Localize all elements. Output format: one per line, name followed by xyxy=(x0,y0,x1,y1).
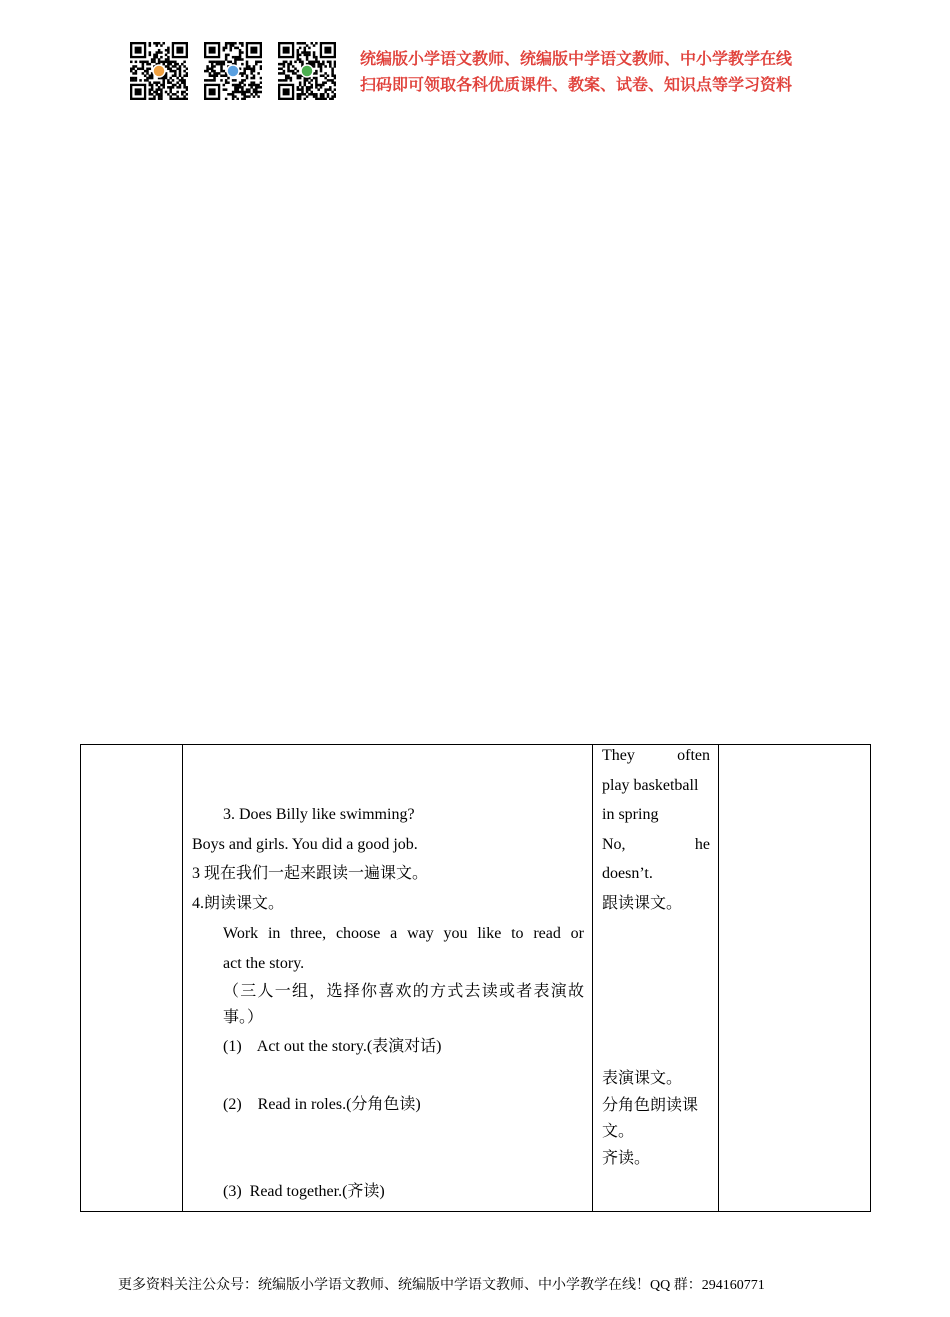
page-header xyxy=(0,0,950,110)
praise-text: Boys and girls. You did a good job. xyxy=(192,836,418,853)
answer-2-line-2: doesn’t. xyxy=(602,865,653,882)
step-3-text: 3 现在我们一起来跟读一遍课文。 xyxy=(192,865,429,882)
answer-2-line-1: No, he xyxy=(602,836,710,853)
option-2: (2) Read in roles.(分角色读) xyxy=(223,1096,421,1113)
qr-code-1 xyxy=(130,42,188,100)
roles-line-1: 分角色朗读课 xyxy=(602,1097,699,1114)
answer-1-line-1: They often xyxy=(602,747,710,764)
student-activity-cell xyxy=(593,745,719,1212)
promo-banner xyxy=(360,46,792,98)
qr-code-2 xyxy=(204,42,262,100)
notes-cell xyxy=(719,745,871,1212)
chinese-instruction-line-1: （三人一组，选择你喜欢的方式去读或者表演故 xyxy=(223,983,584,1000)
read-together-text: 齐读。 xyxy=(602,1150,651,1167)
question-3: 3. Does Billy like swimming? xyxy=(223,806,415,823)
follow-read-text: 跟读课文。 xyxy=(602,895,683,912)
option-1: (1) Act out the story.(表演对话) xyxy=(223,1038,442,1055)
answer-1-line-3: in spring xyxy=(602,806,659,823)
page-footer: 更多资料关注公众号：统编版小学语文教师、统编版中学语文教师、中小学教学在线！QQ 群：294160771 xyxy=(118,1278,765,1293)
roles-line-2: 文。 xyxy=(602,1123,635,1140)
work-instruction-line-1: Work in three, choose a way you like to read or xyxy=(223,925,584,942)
stage-column-cell xyxy=(81,745,183,1212)
teacher-activity-cell xyxy=(183,745,593,1212)
banner-line-2: 扫码即可领取各科优质课件、教案、试卷、知识点等学习资料 xyxy=(360,75,793,94)
answer-1-line-2: play basketball xyxy=(602,777,699,794)
option-3: (3) Read together.(齐读) xyxy=(223,1183,385,1200)
table-row xyxy=(81,745,871,1212)
chinese-instruction-line-2: 事。） xyxy=(223,1009,264,1026)
act-text: 表演课文。 xyxy=(602,1070,683,1087)
work-instruction-line-2: act the story. xyxy=(223,955,305,972)
lesson-table xyxy=(80,744,871,1212)
banner-line-1: 统编版小学语文教师、统编版中学语文教师、中小学教学在线 xyxy=(360,49,793,68)
step-4-text: 4.朗读课文。 xyxy=(192,895,285,912)
qr-code-3 xyxy=(278,42,336,100)
